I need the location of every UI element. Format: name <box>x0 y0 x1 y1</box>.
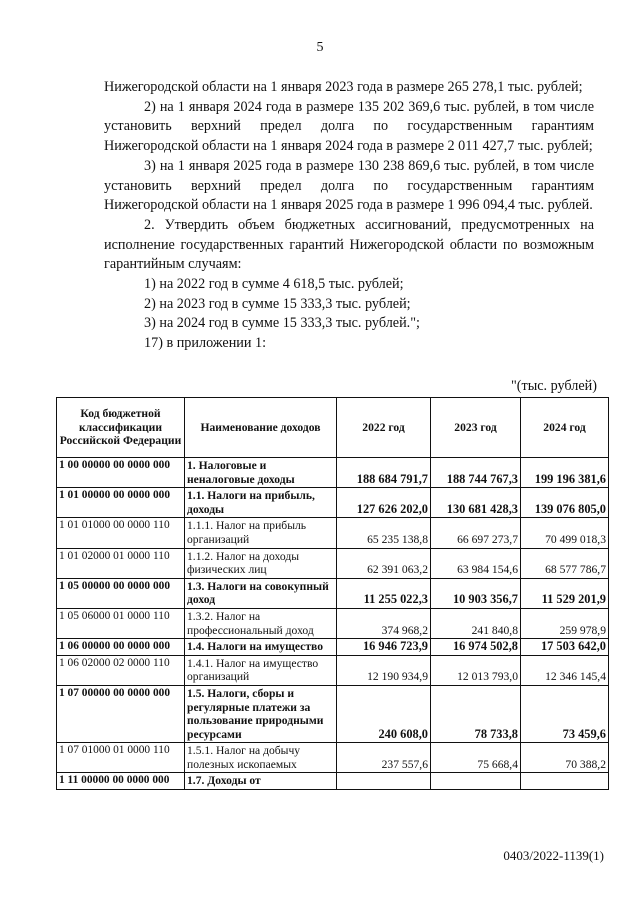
page-number: 5 <box>316 40 324 55</box>
table-row <box>57 578 609 608</box>
value-2023-cell: 10 903 356,7 <box>431 578 521 608</box>
value-2023-cell <box>431 773 521 790</box>
code-cell: 1 01 01000 00 0000 110 <box>57 518 185 548</box>
unit-note: "(тыс. рублей) <box>510 378 597 394</box>
header-2023: 2023 год <box>431 398 521 458</box>
paragraph: Нижегородской области на 1 января 2023 года в размере 265 278,1 тыс. рублей; <box>104 79 583 95</box>
value-2024-cell: 12 346 145,4 <box>521 655 609 685</box>
code-cell: 1 06 02000 02 0000 110 <box>57 655 185 685</box>
value-2022-cell: 12 190 934,9 <box>337 655 431 685</box>
name-cell: 1.1.1. Налог на прибыль организаций <box>185 518 337 548</box>
name-cell: 1.3.2. Налог на профессиональный доход <box>185 608 337 638</box>
value-2023-cell: 16 974 502,8 <box>431 639 521 656</box>
value-2023-cell: 78 733,8 <box>431 685 521 742</box>
value-2024-cell: 259 978,9 <box>521 608 609 638</box>
table-row <box>57 458 609 488</box>
code-cell: 1 01 02000 01 0000 110 <box>57 548 185 578</box>
value-2024-cell: 199 196 381,6 <box>521 458 609 488</box>
value-2024-cell: 68 577 786,7 <box>521 548 609 578</box>
paragraph: 2) на 2023 год в сумме 15 333,3 тыс. рублей; <box>144 295 411 312</box>
value-2023-cell: 66 697 273,7 <box>431 518 521 548</box>
code-cell: 1 05 06000 01 0000 110 <box>57 608 185 638</box>
table-row <box>57 608 609 638</box>
value-2024-cell <box>521 773 609 790</box>
value-2023-cell: 63 984 154,6 <box>431 548 521 578</box>
code-cell: 1 01 00000 00 0000 000 <box>57 488 185 518</box>
table-header-row <box>57 398 609 458</box>
value-2022-cell: 16 946 723,9 <box>337 639 431 656</box>
table-body <box>57 458 609 790</box>
paragraph: 1) на 2022 год в сумме 4 618,5 тыс. рублей; <box>144 276 404 293</box>
name-cell: 1.4.1. Налог на имущество организаций <box>185 655 337 685</box>
revenue-table <box>56 397 609 790</box>
value-2023-cell: 188 744 767,3 <box>431 458 521 488</box>
paragraph: 3) на 2024 год в сумме 15 333,3 тыс. рублей."; <box>144 315 420 332</box>
paragraph: 2) на 1 января 2024 года в размере 135 202 369,6 тыс. рублей, в том числе установить верхний предел долга по государственным гарантиям Нижегородской области на 1 января 2024 года в размере 2 011 427,7 тыс. рублей; <box>104 98 594 155</box>
value-2022-cell: 62 391 063,2 <box>337 548 431 578</box>
name-cell: 1.4. Налоги на имущество <box>185 639 337 656</box>
value-2023-cell: 241 840,8 <box>431 608 521 638</box>
value-2023-cell: 130 681 428,3 <box>431 488 521 518</box>
body-text <box>104 78 594 354</box>
code-cell: 1 07 01000 01 0000 110 <box>57 743 185 773</box>
value-2024-cell: 70 499 018,3 <box>521 518 609 548</box>
table-row <box>57 773 609 790</box>
header-name: Наименование доходов <box>185 398 337 458</box>
paragraph: 17) в приложении 1: <box>144 335 267 352</box>
name-cell: 1.1.2. Налог на доходы физических лиц <box>185 548 337 578</box>
value-2022-cell: 11 255 022,3 <box>337 578 431 608</box>
document-code: 0403/2022-1139(1) <box>503 848 604 863</box>
value-2022-cell <box>337 773 431 790</box>
header-code: Код бюджетной классификации Российской Федерации <box>57 398 185 458</box>
value-2024-cell: 73 459,6 <box>521 685 609 742</box>
code-cell: 1 00 00000 00 0000 000 <box>57 458 185 488</box>
paragraph: 2. Утвердить объем бюджетных ассигнований, предусмотренных на исполнение государственных гарантий Нижегородской области по возможным гарантийным случаям: <box>104 216 594 273</box>
paragraph: 3) на 1 января 2025 года в размере 130 238 869,6 тыс. рублей, в том числе установить верхний предел долга по государственным гарантиям Нижегородской области на 1 января 2025 года в размере 1 996 094,4 тыс. рублей. <box>104 157 594 214</box>
name-cell: 1.5.1. Налог на добычу полезных ископаемых <box>185 743 337 773</box>
table-row <box>57 743 609 773</box>
table-row <box>57 488 609 518</box>
value-2022-cell: 374 968,2 <box>337 608 431 638</box>
header-2024: 2024 год <box>521 398 609 458</box>
table-row <box>57 655 609 685</box>
code-cell: 1 06 00000 00 0000 000 <box>57 639 185 656</box>
value-2024-cell: 11 529 201,9 <box>521 578 609 608</box>
value-2022-cell: 65 235 138,8 <box>337 518 431 548</box>
table-row <box>57 518 609 548</box>
table-row <box>57 548 609 578</box>
code-cell: 1 05 00000 00 0000 000 <box>57 578 185 608</box>
value-2022-cell: 237 557,6 <box>337 743 431 773</box>
name-cell: 1.1. Налоги на прибыль, доходы <box>185 488 337 518</box>
code-cell: 1 07 00000 00 0000 000 <box>57 685 185 742</box>
table-row <box>57 639 609 656</box>
value-2022-cell: 127 626 202,0 <box>337 488 431 518</box>
table-row <box>57 685 609 742</box>
value-2022-cell: 240 608,0 <box>337 685 431 742</box>
header-2022: 2022 год <box>337 398 431 458</box>
name-cell: 1.3. Налоги на совокупный доход <box>185 578 337 608</box>
value-2023-cell: 75 668,4 <box>431 743 521 773</box>
value-2024-cell: 139 076 805,0 <box>521 488 609 518</box>
value-2024-cell: 17 503 642,0 <box>521 639 609 656</box>
name-cell: 1. Налоговые и неналоговые доходы <box>185 458 337 488</box>
value-2024-cell: 70 388,2 <box>521 743 609 773</box>
code-cell: 1 11 00000 00 0000 000 <box>57 773 185 790</box>
value-2023-cell: 12 013 793,0 <box>431 655 521 685</box>
value-2022-cell: 188 684 791,7 <box>337 458 431 488</box>
name-cell: 1.5. Налоги, сборы и регулярные платежи за пользование природными ресурсами <box>185 685 337 742</box>
name-cell: 1.7. Доходы от <box>185 773 337 790</box>
